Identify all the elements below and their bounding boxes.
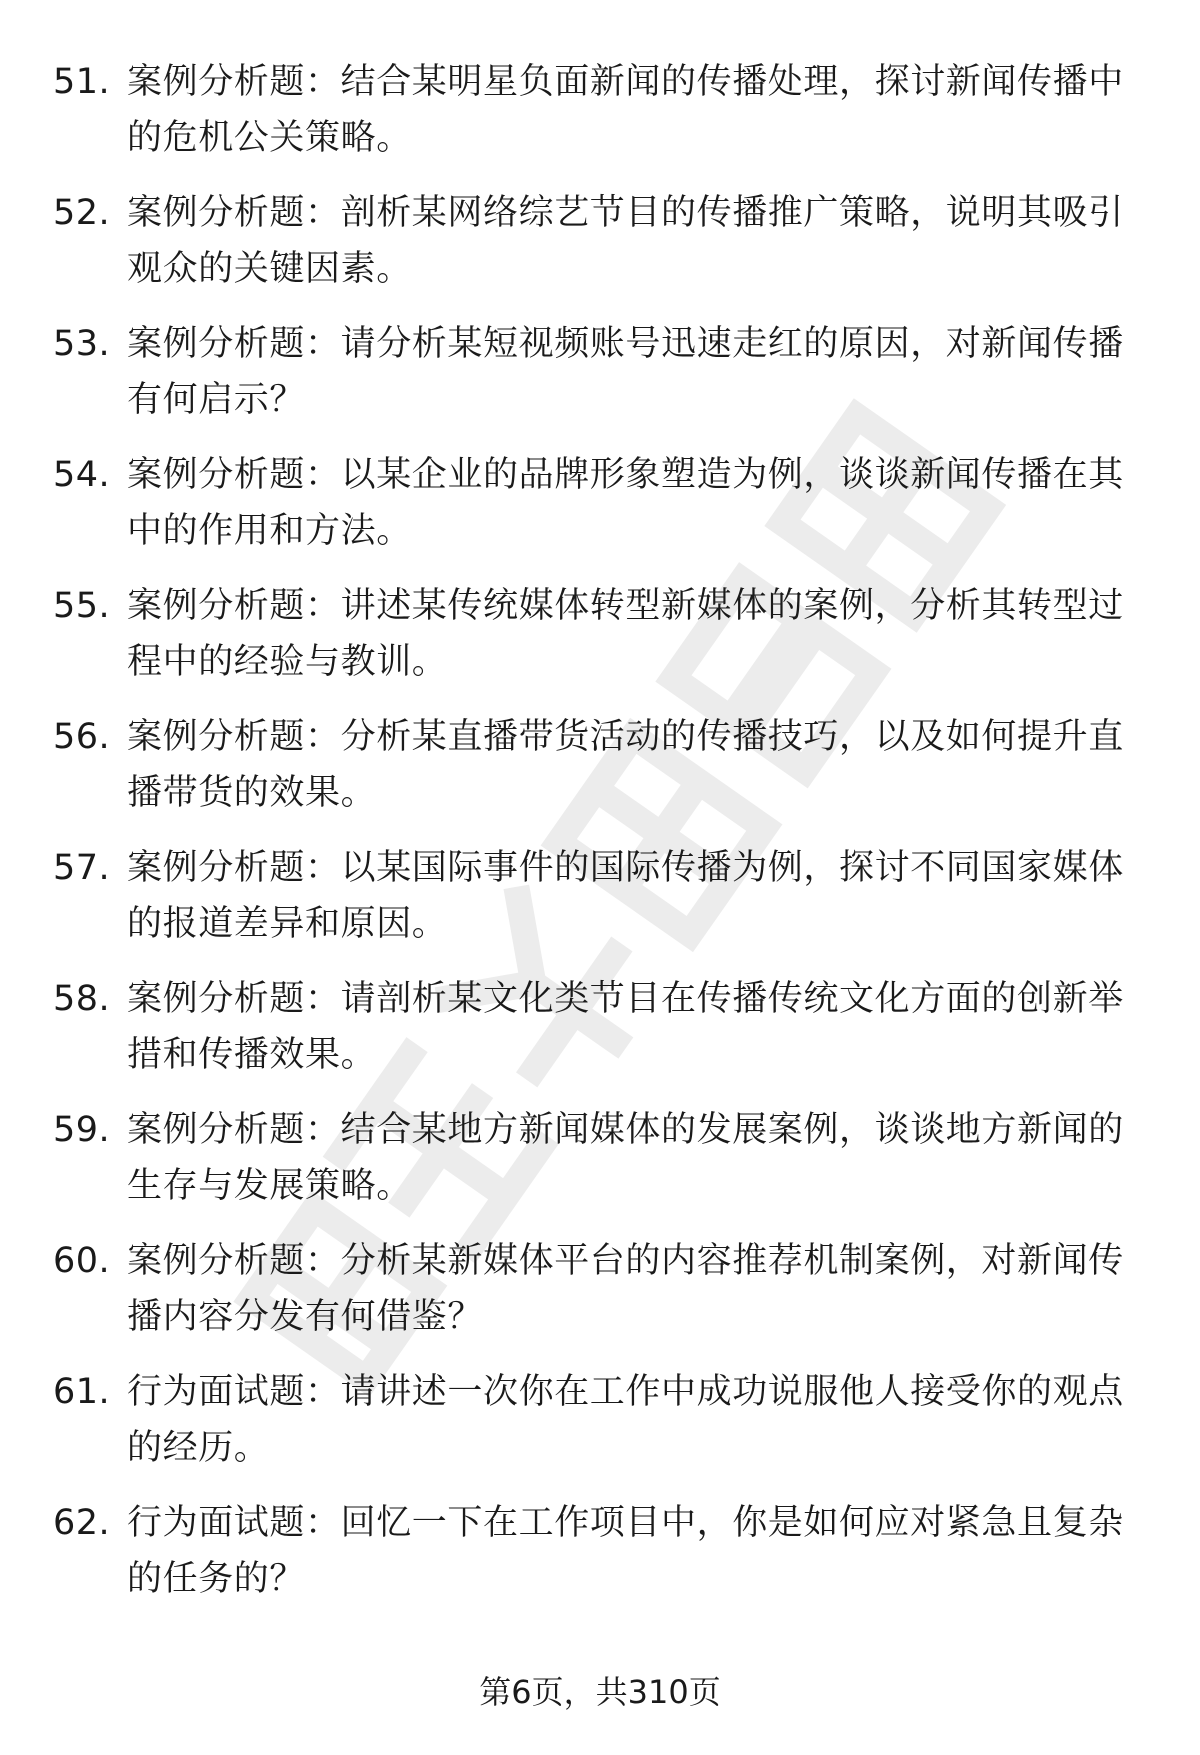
list-item — [0, 1102, 1200, 1233]
question-text: 案例分析题：剖析某网络综艺节目的传播推广策略，说明其吸引观众的关键因素。 — [127, 193, 1124, 289]
question-text: 案例分析题：请剖析某文化类节目在传播传统文化方面的创新举措和传播效果。 — [127, 979, 1124, 1075]
question-text: 案例分析题：分析某直播带货活动的传播技巧，以及如何提升直播带货的效果。 — [127, 717, 1124, 813]
question-text: 行为面试题：回忆一下在工作项目中，你是如何应对紧急且复杂的任务的？ — [127, 1503, 1124, 1599]
question-number: 51. — [53, 62, 111, 102]
question-number: 58. — [53, 979, 111, 1019]
question-number: 56. — [53, 717, 111, 757]
question-list — [0, 54, 1200, 1626]
list-item — [0, 54, 1200, 185]
list-item — [0, 709, 1200, 840]
question-text: 案例分析题：以某国际事件的国际传播为例，探讨不同国家媒体的报道差异和原因。 — [127, 848, 1124, 944]
question-text: 案例分析题：请分析某短视频账号迅速走红的原因，对新闻传播有何启示？ — [127, 324, 1124, 420]
question-number: 57. — [53, 848, 111, 888]
list-item — [0, 185, 1200, 316]
list-item — [0, 578, 1200, 709]
question-text: 案例分析题：结合某地方新闻媒体的发展案例，谈谈地方新闻的生存与发展策略。 — [127, 1110, 1124, 1206]
question-number: 52. — [53, 193, 111, 233]
question-number: 54. — [53, 455, 111, 495]
question-number: 60. — [53, 1241, 111, 1281]
list-item — [0, 840, 1200, 971]
question-number: 55. — [53, 586, 111, 626]
question-number: 59. — [53, 1110, 111, 1150]
question-text: 行为面试题：请讲述一次你在工作中成功说服他人接受你的观点的经历。 — [127, 1372, 1124, 1468]
list-item — [0, 971, 1200, 1102]
question-number: 53. — [53, 324, 111, 364]
list-item — [0, 447, 1200, 578]
question-text: 案例分析题：讲述某传统媒体转型新媒体的案例，分析其转型过程中的经验与教训。 — [127, 586, 1124, 682]
question-number: 61. — [53, 1372, 111, 1412]
question-text: 案例分析题：以某企业的品牌形象塑造为例，谈谈新闻传播在其中的作用和方法。 — [127, 455, 1124, 551]
page-number-footer: 第6页，共310页 — [479, 1673, 721, 1711]
question-number: 62. — [53, 1503, 111, 1543]
list-item — [0, 1364, 1200, 1495]
question-text: 案例分析题：结合某明星负面新闻的传播处理，探讨新闻传播中的危机公关策略。 — [127, 62, 1124, 158]
question-text: 案例分析题：分析某新媒体平台的内容推荐机制案例，对新闻传播内容分发有何借鉴？ — [127, 1241, 1124, 1337]
list-item — [0, 1233, 1200, 1364]
list-item — [0, 1495, 1200, 1626]
list-item — [0, 316, 1200, 447]
